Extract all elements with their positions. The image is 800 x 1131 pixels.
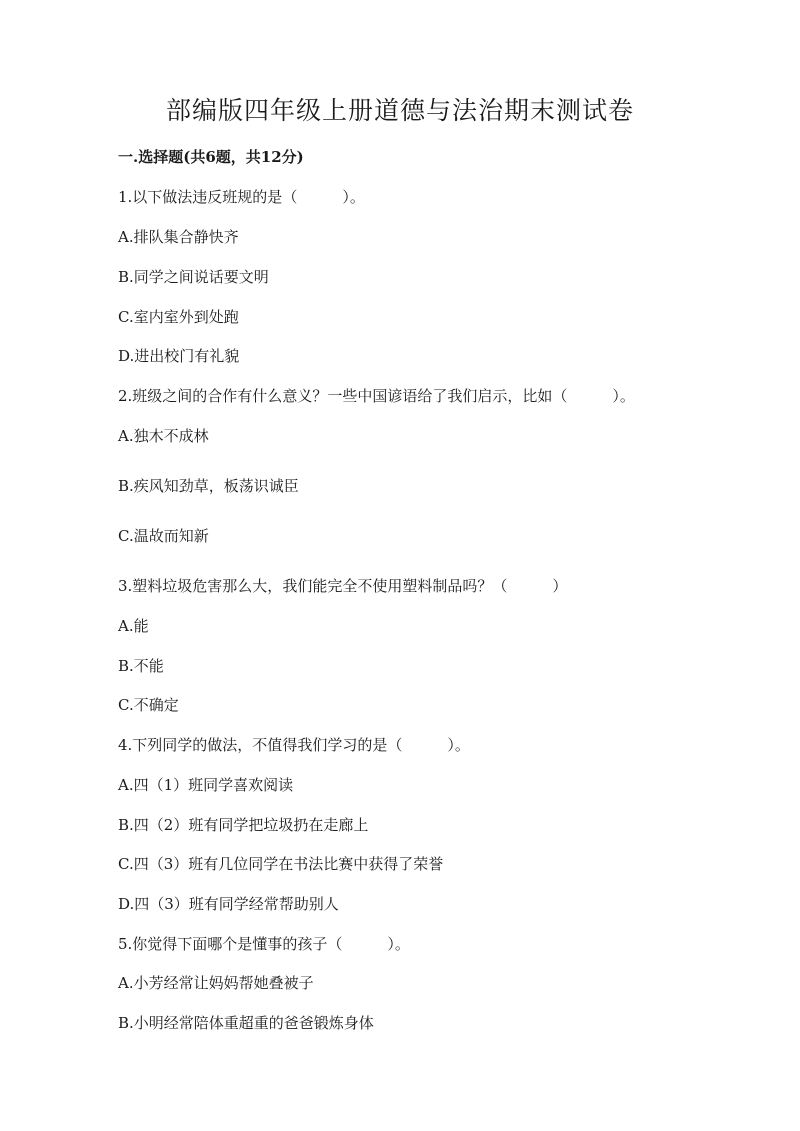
question-1-option-a: A.排队集合静快齐 xyxy=(118,228,239,246)
question-1-option-b: B.同学之间说话要文明 xyxy=(118,268,269,286)
section-heading: 一.选择题(共6题，共12分) xyxy=(118,148,304,166)
question-2-option-c: C.温故而知新 xyxy=(118,527,209,545)
question-4-option-d: D.四（3）班有同学经常帮助别人 xyxy=(118,895,339,913)
question-3-option-c: C.不确定 xyxy=(118,696,179,714)
question-4-stem: 4.下列同学的做法，不值得我们学习的是（ ）。 xyxy=(118,736,470,754)
question-1-stem: 1.以下做法违反班规的是（ ）。 xyxy=(118,188,365,206)
question-3-option-a: A.能 xyxy=(118,617,149,635)
question-3-option-b: B.不能 xyxy=(118,657,164,675)
question-1-option-c: C.室内室外到处跑 xyxy=(118,308,239,326)
question-4-option-c: C.四（3）班有几位同学在书法比赛中获得了荣誉 xyxy=(118,855,444,873)
page-title: 部编版四年级上册道德与法治期末测试卷 xyxy=(165,96,634,125)
question-2-option-b: B.疾风知劲草，板荡识诚臣 xyxy=(118,477,299,495)
question-2-option-a: A.独木不成林 xyxy=(118,427,209,445)
question-5-option-a: A.小芳经常让妈妈帮她叠被子 xyxy=(118,974,314,992)
question-5-option-b: B.小明经常陪体重超重的爸爸锻炼身体 xyxy=(118,1014,374,1032)
question-1-option-d: D.进出校门有礼貌 xyxy=(118,347,240,365)
question-4-option-a: A.四（1）班同学喜欢阅读 xyxy=(118,776,294,794)
question-2-stem: 2.班级之间的合作有什么意义？一些中国谚语给了我们启示，比如（ ）。 xyxy=(118,387,635,405)
question-3-stem: 3.塑料垃圾危害那么大，我们能完全不使用塑料制品吗？（ ） xyxy=(118,577,568,595)
question-4-option-b: B.四（2）班有同学把垃圾扔在走廊上 xyxy=(118,816,369,834)
question-5-stem: 5.你觉得下面哪个是懂事的孩子（ ）。 xyxy=(118,935,410,953)
